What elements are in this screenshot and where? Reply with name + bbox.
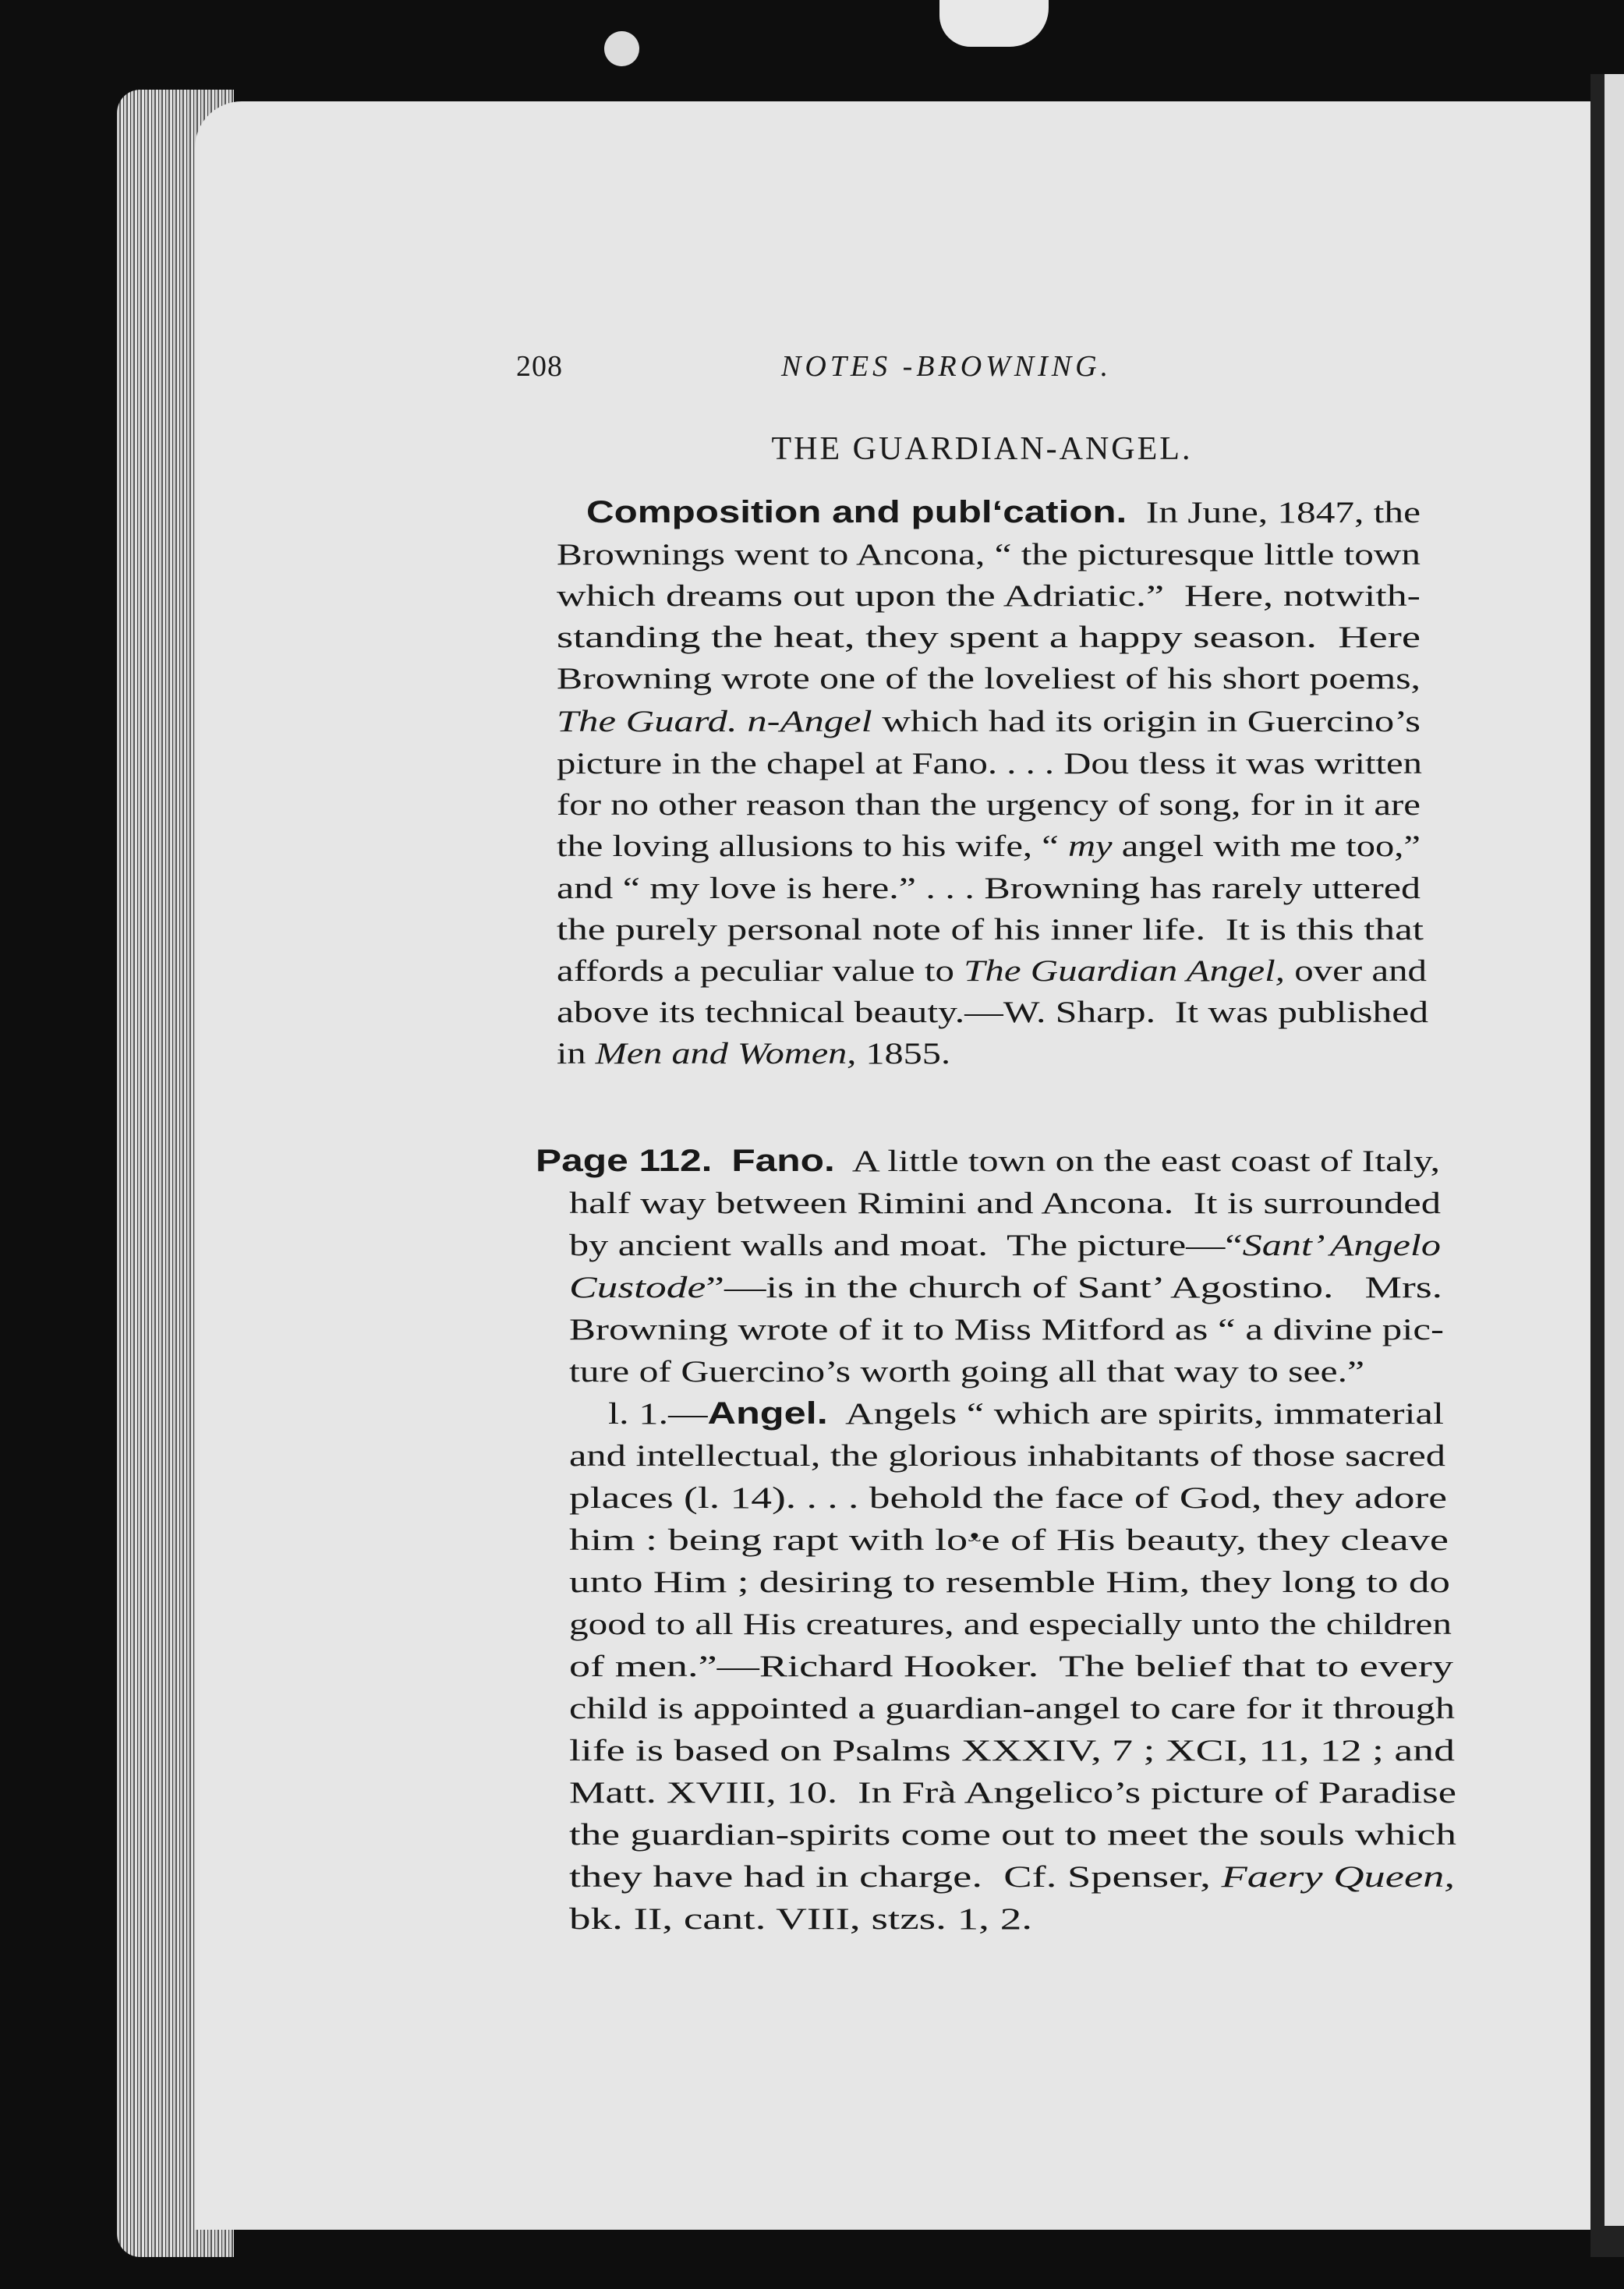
page-header (516, 349, 1448, 396)
italic-text: Custode (569, 1270, 706, 1304)
italic-text: The Guard. n-Angel (557, 704, 872, 738)
text-line (557, 912, 1424, 946)
text-line (569, 1188, 1441, 1219)
text-span: and “ my love is here.” . . . Browning has rarely uttered (557, 871, 1421, 905)
text-line (557, 787, 1421, 822)
text-span: over and (1284, 953, 1428, 988)
section-title: THE GUARDIAN-ANGEL. (771, 431, 1193, 467)
text-span: angel with me too,” (1112, 829, 1421, 863)
text-line (569, 1314, 1444, 1346)
text-span: Brownings went to Ancona, “ the picturesque little town (557, 537, 1421, 571)
text-span: of men.”—Richard Hooker. The belief that to every (569, 1649, 1454, 1683)
text-span: above its technical beauty.—W. Sharp. It was published (557, 995, 1429, 1029)
text-span: places (l. 14). . . . behold the face of God, they adore (569, 1481, 1448, 1515)
bold-text: Page 112. (536, 1144, 713, 1178)
text-line (557, 873, 1421, 904)
text-span: the loving allusions to his wife, “ (557, 829, 1068, 863)
text-span: which dreams out upon the Adriatic.” Here, notwith- (557, 578, 1421, 613)
text-line (557, 953, 1428, 988)
text-line (557, 663, 1421, 695)
text-span: In June, 1847, the (1127, 495, 1421, 529)
running-head: NOTES -BROWNING. (781, 350, 1113, 383)
text-span: the purely personal note of his inner life. It is this that (557, 912, 1424, 946)
text-line (569, 1775, 1456, 1810)
italic-text: The Guardian Angel, (964, 953, 1285, 988)
text-line (569, 1483, 1447, 1514)
paper-scrap-small (604, 31, 639, 66)
text-span: child is appointed a guardian-angel to care for it through (569, 1691, 1456, 1725)
text-line (569, 1859, 1456, 1894)
italic-text: my (1067, 829, 1113, 863)
text-span: affords a peculiar value to (557, 953, 964, 988)
text-line (557, 831, 1421, 862)
text-line (569, 1817, 1456, 1852)
text-span: for no other reason than the urgency of song, for in it are (557, 787, 1421, 822)
text-span: good to all His creatures, and especially unto the children (569, 1607, 1452, 1641)
text-line (557, 706, 1421, 738)
text-span: Browning wrote of it to Miss Mitford as “ a divine pic- (569, 1312, 1444, 1346)
bold-text: Angel. (707, 1396, 828, 1431)
italic-text: Men and Women, (595, 1036, 857, 1070)
text-line (569, 1525, 1449, 1556)
text-span: Browning wrote one of the loveliest of his short poems, (557, 661, 1421, 695)
text-line (569, 1651, 1453, 1682)
text-span: him : being rapt with loᵜe of His beauty, they cleave (569, 1523, 1449, 1557)
text-span: which had its origin in Guercino’s (872, 704, 1421, 738)
text-line (557, 1038, 950, 1070)
italic-text: Sant’ Angelo (1242, 1228, 1441, 1262)
next-page-edge (1605, 74, 1624, 2226)
text-span: and intellectual, the glorious inhabitants of those sacred (569, 1438, 1446, 1473)
text-line (557, 997, 1428, 1028)
page-number: 208 (516, 350, 563, 383)
paper-scrap (939, 0, 1049, 47)
text-span: in (557, 1036, 596, 1070)
text-span (712, 1144, 731, 1178)
text-line (536, 1146, 1440, 1177)
text-line (608, 1396, 1444, 1431)
text-span: Matt. XVIII, 10. In Frà Angelico’s picture of Paradise (569, 1775, 1456, 1810)
text-span: the guardian-spirits come out to meet the souls which (569, 1817, 1456, 1852)
text-span: unto Him ; desiring to resemble Him, they long to do (569, 1565, 1451, 1599)
text-span: by ancient walls and moat. The picture—“ (569, 1228, 1243, 1262)
text-span: 1855. (856, 1036, 951, 1070)
text-line (569, 1438, 1446, 1473)
text-line (569, 1354, 1365, 1389)
text-span: half way between Rimini and Ancona. It is surrounded (569, 1186, 1442, 1220)
text-line (557, 748, 1422, 780)
text-line (586, 497, 1421, 529)
text-span: ”—is in the church of Sant’ Agostino. Mrs. (706, 1270, 1443, 1304)
text-line (569, 1735, 1455, 1767)
text-span: standing the heat, they spent a happy season. Here (557, 620, 1421, 654)
text-line (569, 1904, 1032, 1935)
text-span: ture of Guercino’s worth going all that way to see.” (569, 1354, 1365, 1389)
text-line (569, 1272, 1442, 1304)
text-span: Angels “ which are spirits, immaterial (827, 1396, 1444, 1431)
text-line (557, 537, 1421, 571)
bold-text: Fano. (731, 1144, 835, 1178)
text-line (557, 622, 1421, 653)
text-span: picture in the chapel at Fano. . . . Dou tless it was written (557, 746, 1423, 780)
text-line (569, 1567, 1450, 1598)
bold-text: Composition and publʻcation. (586, 495, 1127, 529)
text-line (569, 1693, 1455, 1725)
text-line (569, 1230, 1441, 1261)
text-span: l. 1.— (608, 1396, 708, 1431)
text-span: they have had in charge. Cf. Spenser, (569, 1859, 1222, 1894)
italic-text: Faery Queen, (1221, 1859, 1456, 1894)
text-line (557, 578, 1421, 613)
text-span: life is based on Psalms XXXIV, 7 ; XCI, 11, 12 ; and (569, 1733, 1456, 1767)
text-line (569, 1609, 1452, 1640)
text-span: A little town on the east coast of Italy, (834, 1144, 1441, 1178)
text-span: bk. II, cant. VIII, stzs. 1, 2. (569, 1902, 1033, 1936)
